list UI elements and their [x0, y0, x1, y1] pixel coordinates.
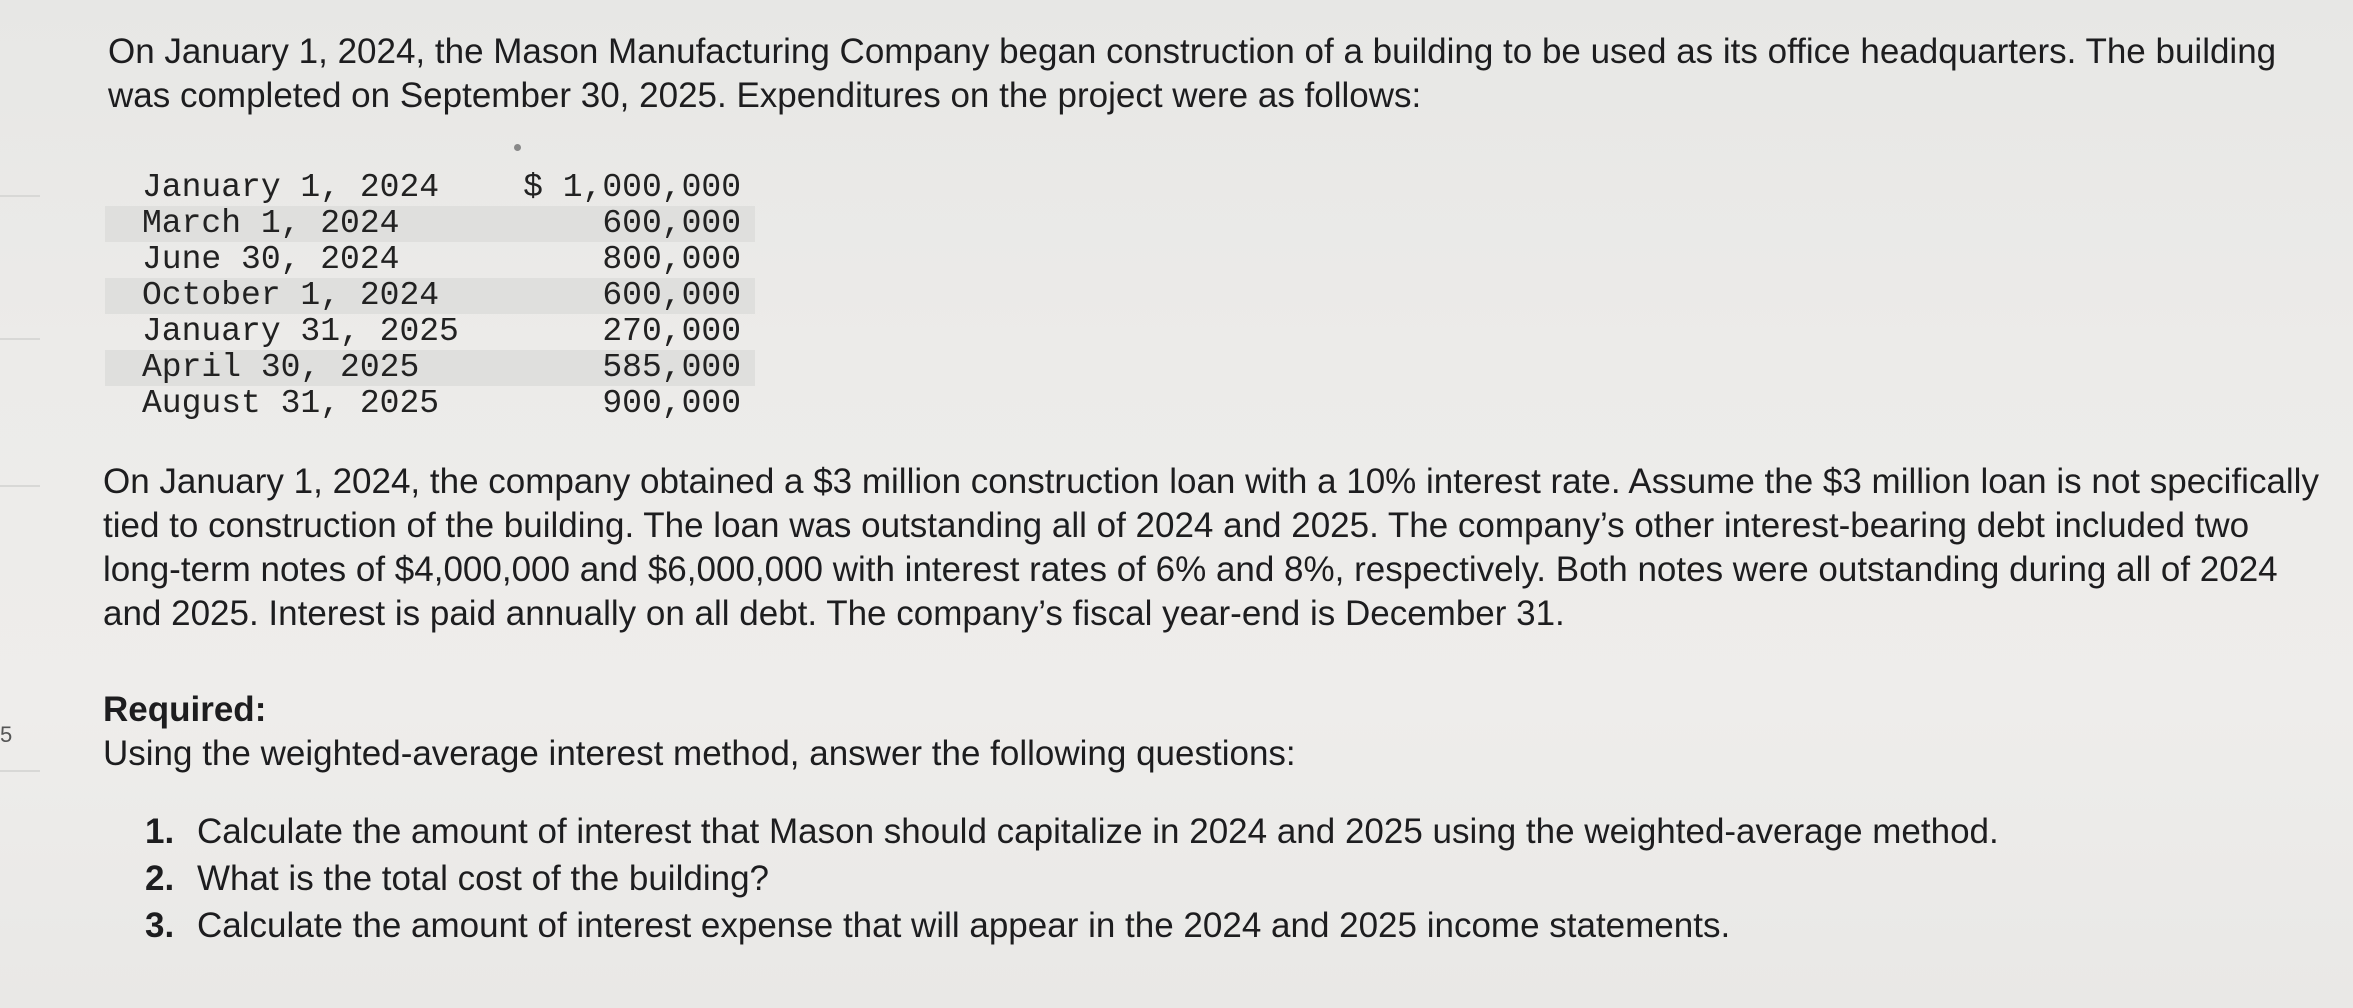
expenditure-row [105, 206, 755, 242]
required-section [103, 688, 1296, 776]
expenditure-date: January 31, 2025 [142, 313, 459, 350]
expenditure-amount: 600,000 [602, 277, 741, 314]
question-number: 1. [145, 812, 175, 851]
question-number: 3. [145, 906, 175, 945]
intro-paragraph: On January 1, 2024, the Mason Manufacturing Company began construction of a building to be used as its office headquarters. The building was completed on September 30, 2025. Expenditures on the project were as follows: [108, 32, 2277, 115]
expenditure-date: March 1, 2024 [142, 205, 400, 242]
expenditure-date: January 1, 2024 [142, 169, 440, 206]
margin-rule [0, 770, 40, 772]
expenditure-amount: 600,000 [602, 205, 741, 242]
expenditure-amount: 270,000 [602, 313, 741, 350]
expenditure-row [105, 350, 755, 386]
question-item [145, 808, 1999, 855]
expenditures-table [105, 170, 755, 422]
loan-paragraph: On January 1, 2024, the company obtained a $3 million construction loan with a 10% interest rate. Assume the $3 million loan is not specifically tied to construction of the building. The loan was outstanding all of 2024 and 2025. The company’s other interest-bearing debt included two long-term notes of $4,000,000 and $6,000,000 with interest rates of 6% and 8%, respectively. Both notes were outstanding during all of 2024 and 2025. Interest is paid annually on all debt. The company’s fiscal year-end is December 31. [103, 462, 2319, 633]
stray-dot [514, 144, 521, 151]
expenditure-date: April 30, 2025 [142, 349, 420, 386]
expenditure-row [105, 170, 755, 206]
required-heading: Required: [103, 690, 267, 729]
margin-rule [0, 195, 40, 197]
expenditure-row [105, 278, 755, 314]
expenditure-date: June 30, 2024 [142, 241, 400, 278]
expenditure-row [105, 386, 755, 422]
question-text: Calculate the amount of interest that Mason should capitalize in 2024 and 2025 using the weighted-average method. [197, 812, 1999, 851]
question-text: What is the total cost of the building? [197, 859, 769, 898]
expenditure-amount: 900,000 [602, 385, 741, 422]
questions-list [145, 808, 1999, 949]
expenditure-amount: 800,000 [602, 241, 741, 278]
question-item [145, 855, 1999, 902]
expenditure-amount: 585,000 [602, 349, 741, 386]
margin-rule [0, 338, 40, 340]
margin-marker: 5 [0, 722, 13, 747]
expenditure-date: October 1, 2024 [142, 277, 440, 314]
expenditure-amount: $ 1,000,000 [523, 169, 741, 206]
expenditure-row [105, 242, 755, 278]
question-item [145, 902, 1999, 949]
expenditure-row [105, 314, 755, 350]
question-text: Calculate the amount of interest expense that will appear in the 2024 and 2025 income statements. [197, 906, 1731, 945]
question-number: 2. [145, 859, 175, 898]
expenditure-date: August 31, 2025 [142, 385, 440, 422]
margin-rule [0, 485, 40, 487]
required-instruction: Using the weighted-average interest method, answer the following questions: [103, 734, 1296, 773]
